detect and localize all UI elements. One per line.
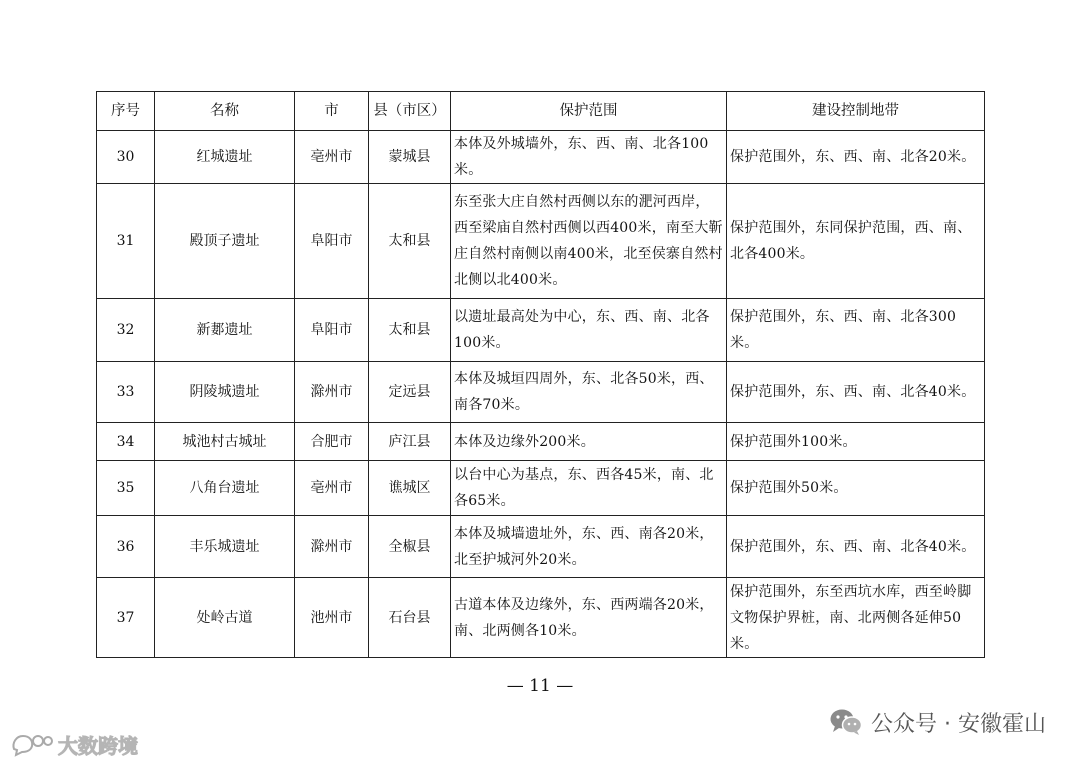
watermark-right: [829, 704, 1046, 740]
cell-protection-scope: 本体及边缘外200米。: [451, 423, 727, 461]
cell-control-zone: 保护范围外，东、西、南、北各300米。: [727, 299, 985, 362]
cell-control-zone: 保护范围外，东、西、南、北各40米。: [727, 516, 985, 578]
cell-index: 37: [97, 578, 155, 658]
cell-index: 33: [97, 362, 155, 423]
cell-county: 谯城区: [369, 461, 451, 516]
cell-city: 亳州市: [295, 461, 369, 516]
cell-control-zone: 保护范围外，东至西坑水库，西至岭脚文物保护界桩，南、北两侧各延伸50米。: [727, 578, 985, 658]
cell-control-zone: 保护范围外，东同保护范围，西、南、北各400米。: [727, 184, 985, 299]
cell-protection-scope: 本体及城墙遗址外，东、西、南各20米，北至护城河外20米。: [451, 516, 727, 578]
cell-name: 丰乐城遗址: [155, 516, 295, 578]
table-row: [97, 299, 985, 362]
header-city: 市: [295, 92, 369, 131]
cell-protection-scope: 本体及外城墙外，东、西、南、北各100米。: [451, 131, 727, 184]
table-row: [97, 362, 985, 423]
header-control-zone: 建设控制地带: [727, 92, 985, 131]
heritage-protection-table: [96, 91, 985, 658]
cell-name: 处岭古道: [155, 578, 295, 658]
cell-index: 36: [97, 516, 155, 578]
cell-protection-scope: 本体及城垣四周外，东、北各50米，西、南各70米。: [451, 362, 727, 423]
cell-control-zone: 保护范围外100米。: [727, 423, 985, 461]
cell-index: 35: [97, 461, 155, 516]
speech-bubble-logo-icon: [10, 731, 54, 757]
watermark-left: [10, 730, 138, 758]
cell-protection-scope: 以台中心为基点，东、西各45米，南、北各65米。: [451, 461, 727, 516]
cell-county: 蒙城县: [369, 131, 451, 184]
cell-city: 滁州市: [295, 362, 369, 423]
cell-city: 池州市: [295, 578, 369, 658]
table-row: [97, 131, 985, 184]
cell-county: 庐江县: [369, 423, 451, 461]
cell-name: 阴陵城遗址: [155, 362, 295, 423]
wechat-icon: [829, 707, 863, 737]
cell-control-zone: 保护范围外50米。: [727, 461, 985, 516]
cell-protection-scope: 东至张大庄自然村西侧以东的淝河西岸，西至梁庙自然村西侧以西400米，南至大靳庄自然村南侧以南400米，北至侯寨自然村北侧以北400米。: [451, 184, 727, 299]
watermark-right-text: 公众号 · 安徽霍山: [871, 711, 1046, 737]
table-row: [97, 423, 985, 461]
cell-name: 红城遗址: [155, 131, 295, 184]
table-row: [97, 461, 985, 516]
cell-control-zone: 保护范围外，东、西、南、北各40米。: [727, 362, 985, 423]
cell-city: 亳州市: [295, 131, 369, 184]
table-row: [97, 578, 985, 658]
cell-protection-scope: 以遗址最高处为中心，东、西、南、北各100米。: [451, 299, 727, 362]
cell-county: 石台县: [369, 578, 451, 658]
header-county: 县（市区）: [369, 92, 451, 131]
cell-city: 阜阳市: [295, 299, 369, 362]
table-header-row: [97, 92, 985, 131]
cell-index: 30: [97, 131, 155, 184]
cell-county: 太和县: [369, 184, 451, 299]
cell-city: 合肥市: [295, 423, 369, 461]
cell-name: 新郪遗址: [155, 299, 295, 362]
cell-name: 城池村古城址: [155, 423, 295, 461]
watermark-left-text: 大数跨境: [58, 733, 138, 758]
cell-control-zone: 保护范围外，东、西、南、北各20米。: [727, 131, 985, 184]
cell-city: 滁州市: [295, 516, 369, 578]
cell-index: 34: [97, 423, 155, 461]
header-name: 名称: [155, 92, 295, 131]
table-row: [97, 184, 985, 299]
header-protection-scope: 保护范围: [451, 92, 727, 131]
cell-index: 32: [97, 299, 155, 362]
cell-city: 阜阳市: [295, 184, 369, 299]
table-row: [97, 516, 985, 578]
cell-county: 定远县: [369, 362, 451, 423]
cell-protection-scope: 古道本体及边缘外，东、西两端各20米，南、北两侧各10米。: [451, 578, 727, 658]
page-number: — 11 —: [506, 676, 574, 696]
cell-county: 全椒县: [369, 516, 451, 578]
cell-county: 太和县: [369, 299, 451, 362]
cell-name: 八角台遗址: [155, 461, 295, 516]
cell-index: 31: [97, 184, 155, 299]
header-index: 序号: [97, 92, 155, 131]
cell-name: 殿顶子遗址: [155, 184, 295, 299]
